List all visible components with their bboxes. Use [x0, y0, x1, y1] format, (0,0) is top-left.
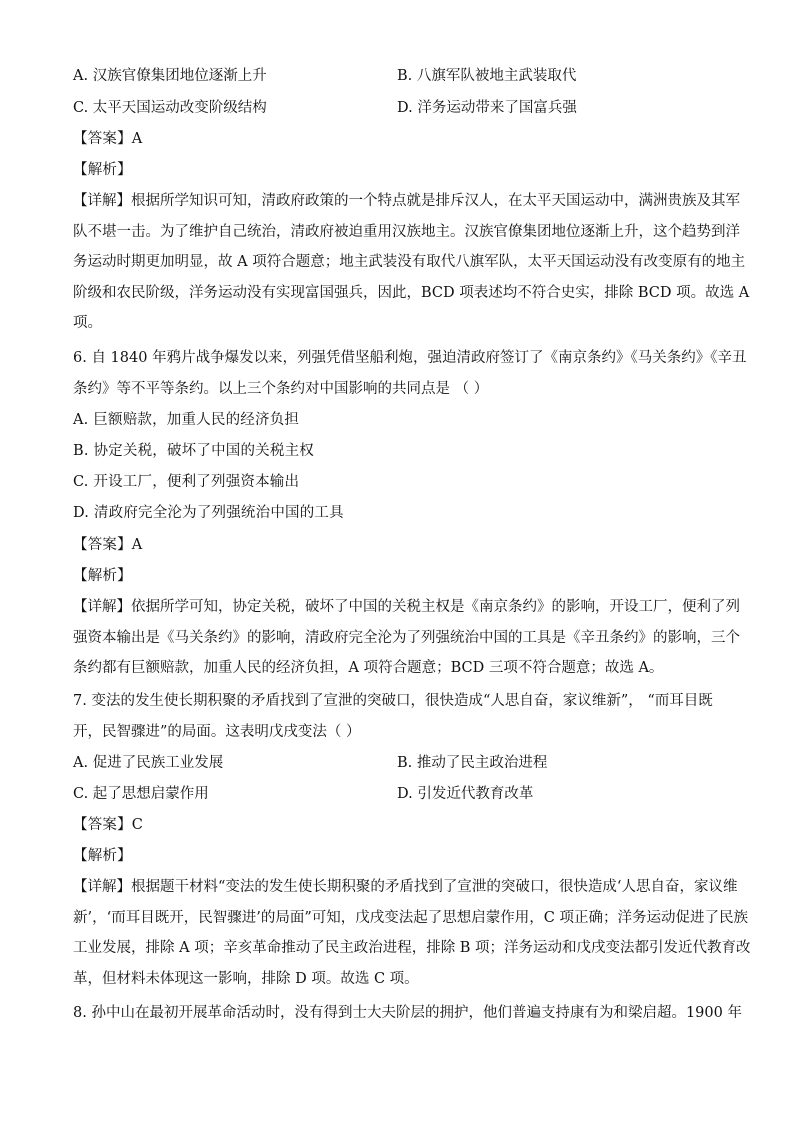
q7-option-a: A. 促进了民族工业发展 [73, 755, 224, 771]
q5-detail-line: 务运动时期更加明显，故 A 项符合题意；地主武装没有取代八旗军队，太平天国运动没有改变原有的地主 [73, 254, 746, 271]
q7-detail [73, 872, 751, 994]
q6-detail [73, 592, 740, 684]
q8-stem-line: 8. 孙中山在最初开展革命活动时，没有得到士大夫阶层的拥护，他们普遍支持康有为和梁启超。1900 年 [73, 1005, 742, 1021]
q7-stem [73, 686, 725, 747]
q7-answer: 【答案】C [73, 817, 144, 833]
q5-detail-line: 队不堪一击。为了维护自己统治，清政府被迫重用汉族地主。汉族官僚集团地位逐渐上升，这个趋势到洋 [73, 223, 740, 240]
q5-detail-line: 项。 [73, 315, 102, 332]
q6-option-a: A. 巨额赔款，加重人民的经济负担 [73, 412, 300, 428]
q6-stem-line: 6. 自 1840 年鸦片战争爆发以来，列强凭借坚船利炮，强迫清政府签订了《南京条约》《马关条约》《辛丑 [73, 350, 747, 366]
q6-option-c: C. 开设工厂，便利了列强资本输出 [73, 474, 300, 490]
q7-detail-line: 革，但材料未体现这一影响，排除 D 项。故选 C 项。 [73, 970, 419, 987]
q7-analysis-label: 【解析】 [73, 848, 132, 864]
q7-stem-line: 7. 变法的发生使长期积聚的矛盾找到了宣泄的突破口，很快造成“人思自奋，家议维新”， “而耳目既 [73, 693, 713, 709]
q6-stem [73, 343, 747, 404]
q7-detail-line: 工业发展，排除 A 项；辛亥革命推动了民主政治进程，排除 B 项；洋务运动和戊戌变法都引发近代教育改 [73, 940, 751, 957]
q6-answer: 【答案】A [73, 537, 143, 553]
q7-option-d: D. 引发近代教育改革 [397, 786, 534, 802]
q7-detail-line: 新’，‘而耳目既开，民智骤进’的局面”可知，戊戌变法起了思想启蒙作用，C 项正确；洋务运动促进了民族 [73, 909, 748, 926]
q5-option-c: C. 太平天国运动改变阶级结构 [73, 100, 267, 116]
q6-analysis-label: 【解析】 [73, 568, 132, 584]
q5-detail-line: 阶级和农民阶级，洋务运动没有实现富国强兵，因此，BCD 项表述均不符合史实，排除 BCD 项。故选 A [73, 284, 750, 301]
q6-option-b: B. 协定关税，破坏了中国的关税主权 [73, 443, 314, 459]
q6-stem-line: 条约》等不平等条约。以上三个条约对中国影响的共同点是 （ ） [73, 380, 489, 397]
q8-stem [73, 998, 742, 1029]
q5-detail-line: 【详解】根据所学知识可知，清政府政策的一个特点就是排斥汉人，在太平天国运动中，满洲贵族及其军 [73, 193, 740, 209]
q5-detail [73, 186, 750, 339]
q7-option-b: B. 推动了民主政治进程 [397, 755, 548, 771]
q5-option-d: D. 洋务运动带来了国富兵强 [397, 100, 577, 116]
q5-answer: 【答案】A [73, 131, 143, 147]
q6-detail-line: 条约都有巨额赔款，加重人民的经济负担，A 项符合题意；BCD 三项不符合题意；故选 A。 [73, 660, 664, 677]
q6-detail-line: 强资本输出是《马关条约》的影响，清政府完全沦为了列强统治中国的工具是《辛丑条约》的影响，三个 [73, 629, 740, 646]
q5-option-a: A. 汉族官僚集团地位逐渐上升 [73, 68, 267, 84]
q5-analysis-label: 【解析】 [73, 162, 132, 178]
q7-option-c: C. 起了思想启蒙作用 [73, 786, 209, 802]
q6-option-d: D. 清政府完全沦为了列强统治中国的工具 [73, 505, 344, 521]
q6-detail-line: 【详解】依据所学可知，协定关税，破坏了中国的关税主权是《南京条约》的影响，开设工厂，便利了列 [73, 599, 740, 615]
q5-option-b: B. 八旗军队被地主武装取代 [397, 68, 577, 84]
q7-stem-line: 开，民智骤进”的局面。这表明戊戌变法（ ） [73, 723, 361, 740]
q7-detail-line: 【详解】根据题干材料“变法的发生使长期积聚的矛盾找到了宣泄的突破口，很快造成‘人思自奋，家议维 [73, 879, 738, 895]
